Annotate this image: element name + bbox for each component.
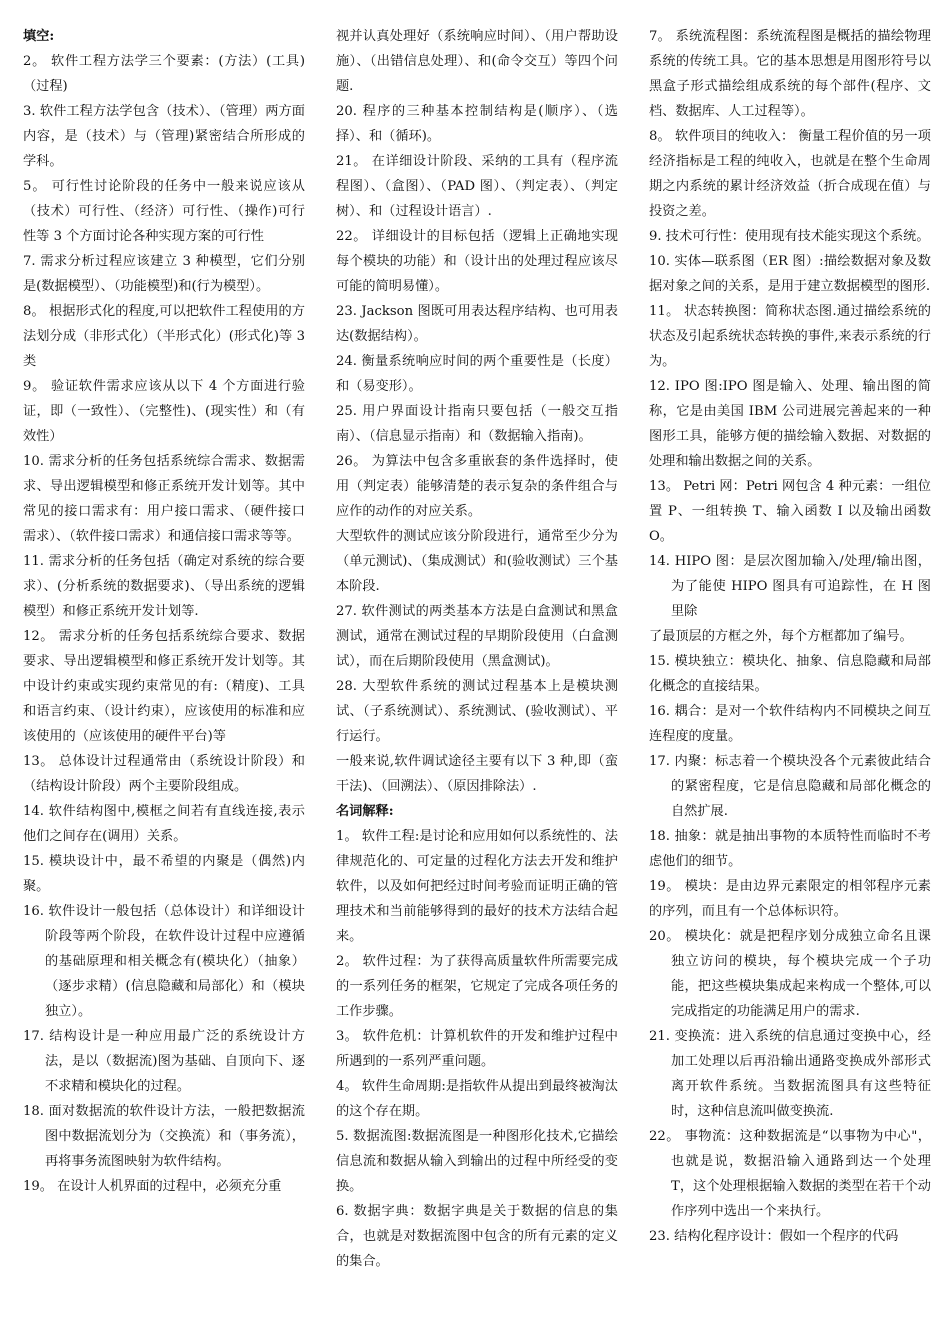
column-3 [649,24,931,1249]
paragraph: 4。 软件生命周期:是指软件从提出到最终被淘汰的这个存在期。 [336,1079,618,1119]
paragraph: 11. 需求分析的任务包括（确定对系统的综合要求）、(分析系统的数据要求)、（导出系统的逻辑模型）和修正系统开发计划等. [23,554,305,619]
section-heading: 名词解释: [336,804,394,819]
paragraph: 11。 状态转换图：简称状态图.通过描绘系统的状态及引起系统状态转换的事件,来表示系统的行为。 [649,304,931,369]
paragraph: 16. 软件设计一般包括（总体设计）和详细设计阶段等两个阶段，在软件设计过程中应遵循的基础原理和相关概念有(模块化）（抽象）（逐步求精）(信息隐藏和局部化）和（模块独立）。 [23,904,305,1019]
paragraph: 大型软件的测试应该分阶段进行，通常至少分为（单元测试)、（集成测试）和(验收测试）三个基本阶段. [336,529,618,594]
paragraph: 视并认真处理好（系统响应时间）、（用户帮助设施）、（出错信息处理）、和(命令交互）等四个问题. [336,29,618,94]
paragraph: 一般来说,软件调试途径主要有以下 3 种,即（蛮干法)、（回溯法）、（原因排除法）. [336,754,618,794]
paragraph: 5. 数据流图:数据流图是一种图形化技术,它描绘信息流和数据从输入到输出的过程中所经受的变换。 [336,1129,618,1194]
paragraph: 2。 软件过程：为了获得高质量软件所需要完成的一系列任务的框架，它规定了完成各项任务的工作步骤。 [336,954,618,1019]
paragraph: 27. 软件测试的两类基本方法是白盒测试和黑盒测试，通常在测试过程的早期阶段使用（白盒测试），而在后期阶段使用（黑盒测试)。 [336,604,618,669]
paragraph: 28. 大型软件系统的测试过程基本上是模块测试、（子系统测试）、系统测试、(验收测试）、平行运行。 [336,679,618,744]
paragraph: 8。 根据形式化的程度,可以把软件工程使用的方法划分成（非形式化）（半形式化）(形式化)等 3 类 [23,304,305,369]
paragraph: 8。 软件项目的纯收入： 衡量工程价值的另一项经济指标是工程的纯收入，也就是在整个生命周期之内系统的累计经济效益（折合成现在值）与投资之差。 [649,129,931,219]
paragraph: 14. HIPO 图：是层次图加输入/处理/输出图，为了能使 HIPO 图具有可追踪性，在 H 图里除 [649,554,931,619]
paragraph: 19。 模块：是由边界元素限定的相邻程序元素的序列，而且有一个总体标识符。 [649,879,931,919]
paragraph: 21. 变换流：进入系统的信息通过变换中心，经加工处理以后再沿输出通路变换成外部形式离开软件系统。当数据流图具有这些特征时，这种信息流叫做变换流. [649,1029,931,1119]
paragraph: 了最顶层的方框之外，每个方框都加了编号。 [649,629,913,644]
paragraph: 3。 软件危机：计算机软件的开发和维护过程中所遇到的一系列严重问题。 [336,1029,618,1069]
paragraph: 22。 详细设计的目标包括（逻辑上正确地实现每个模块的功能）和（设计出的处理过程应该尽可能的简明易懂）。 [336,229,618,294]
paragraph: 2。 软件工程方法学三个要素：(方法）(工具)（过程) [23,54,305,94]
paragraph: 17. 结构设计是一种应用最广泛的系统设计方法，是以（数据流)图为基础、自顶向下、逐不求精和模块化的过程。 [23,1029,305,1094]
paragraph: 10. 需求分析的任务包括系统综合需求、数据需求、导出逻辑模型和修正系统开发计划等。其中常见的接口需求有：用户接口需求、（硬件接口需求）、（软件接口需求）和通信接口需求等等。 [23,454,305,544]
paragraph: 13。 总体设计过程通常由（系统设计阶段）和（结构设计阶段）两个主要阶段组成。 [23,754,305,794]
paragraph: 23. 结构化程序设计：假如一个程序的代码 [649,1229,899,1244]
paragraph: 1。 软件工程:是讨论和应用如何以系统性的、法律规范化的、可定量的过程化方法去开发和维护软件，以及如何把经过时间考验而证明正确的管理技术和当前能够得到的最好的技术方法结合起来。 [336,829,618,944]
paragraph: 20. 程序的三种基本控制结构是(顺序）、（选择）、和（循环)。 [336,104,618,144]
paragraph: 15. 模块设计中，最不希望的内聚是（偶然)内聚。 [23,854,305,894]
paragraph: 21。 在详细设计阶段、采纳的工具有（程序流程图）、（盒图）、（PAD 图）、（判定表）、（判定树）、和（过程设计语言）. [336,154,618,219]
paragraph: 17. 内聚：标志着一个模块没各个元素彼此结合的紧密程度，它是信息隐藏和局部化概念的自然扩展. [649,754,931,819]
paragraph: 15. 模块独立：模块化、抽象、信息隐藏和局部化概念的直接结果。 [649,654,931,694]
paragraph: 25. 用户界面设计指南只要包括（一般交互指南）、（信息显示指南）和（数据输入指南)。 [336,404,618,444]
paragraph: 18. 面对数据流的软件设计方法，一般把数据流图中数据流划分为（交换流）和（事务流），再将事务流图映射为软件结构。 [23,1104,305,1169]
paragraph: 26。 为算法中包含多重嵌套的条件选择时，使用（判定表）能够清楚的表示复杂的条件组合与应作的动作的对应关系。 [336,454,618,519]
paragraph: 7。 系统流程图：系统流程图是概括的描绘物理系统的传统工具。它的基本思想是用图形符号以黑盒子形式描绘组成系统的每个部件(程序、文档、数据库、人工过程等）。 [649,29,931,119]
paragraph: 20。 模块化：就是把程序划分成独立命名且课独立访问的模块，每个模块完成一个子功能，把这些模块集成起来构成一个整体,可以完成指定的功能满足用户的需求. [649,929,931,1019]
paragraph: 9. 技术可行性：使用现有技术能实现这个系统。 [649,229,930,244]
paragraph: 14. 软件结构图中,模框之间若有直线连接,表示他们之间存在(调用）关系。 [23,804,305,844]
paragraph: 7. 需求分析过程应该建立 3 种模型，它们分别是(数据模型）、（功能模型)和(行为模型）。 [23,254,305,294]
paragraph: 12. IPO 图:IPO 图是输入、处理、输出图的简称，它是由美国 IBM 公司进展完善起来的一种图形工具，能够方便的描绘输入数据、对数据的处理和输出数据之间的关系。 [649,379,931,469]
paragraph: 22。 事物流：这种数据流是“以事物为中心"，也就是说，数据沿输入通路到达一个处理 T，这个处理根据输入数据的类型在若干个动作序列中选出一个来执行。 [649,1129,931,1219]
paragraph: 23. Jackson 图既可用表达程序结构、也可用表达(数据结构）。 [336,304,618,344]
paragraph: 16. 耦合：是对一个软件结构内不同模块之间互连程度的度量。 [649,704,931,744]
paragraph: 3. 软件工程方法学包含（技术）、（管理）两方面内容，是（技术）与（管理)紧密结合所形成的学科。 [23,104,305,169]
section-heading: 填空: [23,29,55,44]
paragraph: 9。 验证软件需求应该从以下 4 个方面进行验证，即（一致性）、（完整性)、(现实性）和（有效性） [23,379,305,444]
paragraph: 19。 在设计人机界面的过程中，必须充分重 [23,1179,282,1194]
paragraph: 24. 衡量系统响应时间的两个重要性是（长度）和（易变形）。 [336,354,618,394]
paragraph: 6. 数据字典：数据字典是关于数据的信息的集合，也就是对数据流图中包含的所有元素的定义的集合。 [336,1204,618,1269]
paragraph: 10. 实体—联系图（ER 图）:描绘数据对象及数据对象之间的关系，是用于建立数据模型的图形. [649,254,931,294]
paragraph: 5。 可行性讨论阶段的任务中一般来说应该从（技术）可行性、（经济）可行性、（操作)可行性等 3 个方面讨论各种实现方案的可行性 [23,179,305,244]
paragraph: 12。 需求分析的任务包括系统综合要求、数据要求、导出逻辑模型和修正系统开发计划等。其中设计约束或实现约束常见的有:（精度)、工具和语言约束、（设计约束），应该使用的标准和应该使用的（应该使用的硬件平台)等 [23,629,305,744]
column-2 [336,24,618,1274]
column-1 [23,24,305,1199]
paragraph: 18. 抽象：就是抽出事物的本质特性而临时不考虑他们的细节。 [649,829,931,869]
paragraph: 13。 Petri 网：Petri 网包含 4 种元素：一组位置 P、一组转换 T、输入函数 I 以及输出函数 O。 [649,479,931,544]
